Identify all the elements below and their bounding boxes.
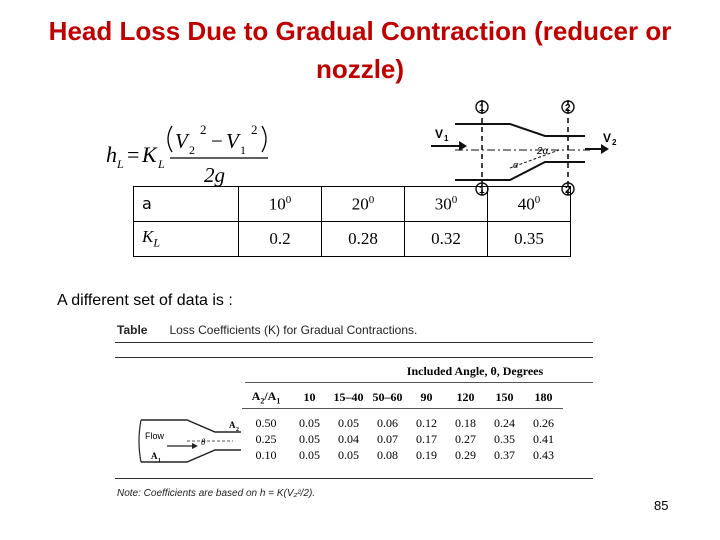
ratio-cell: 0.25 (255, 431, 277, 446)
formula-denominator: 2g (204, 163, 225, 187)
angle-cell: $10^0$ (239, 187, 322, 222)
angle-header-cell: 90 (420, 389, 433, 404)
angle-cell: $40^0$ (488, 187, 571, 222)
v2-arrow-head (601, 144, 609, 154)
kl-symbol-cell (134, 222, 239, 257)
kl-value-cell: 0.32 (405, 222, 488, 257)
sketch-flow-label: Flow (145, 431, 165, 441)
coefficient-cell: 0.37 (494, 447, 515, 462)
reference-row (242, 415, 563, 431)
head-loss-formula (100, 118, 290, 188)
formula-lhs-sub: L (117, 157, 124, 171)
angle-cell: $30^0$ (405, 187, 488, 222)
sketch-a1-label: A (151, 451, 158, 461)
kl-symbol: K (142, 227, 154, 247)
angle-header-cell: 180 (534, 389, 553, 404)
coefficient-cell: 0.05 (299, 415, 320, 430)
coefficient-cell: 0.06 (377, 415, 398, 430)
reference-grid (242, 386, 563, 463)
reference-row (242, 447, 563, 463)
coefficient-cell: 0.19 (416, 447, 437, 462)
kl-symbol-sub: L (153, 235, 161, 250)
reference-header-rule (245, 382, 593, 383)
formula-v2-sub: 2 (189, 143, 195, 157)
slide-title: Head Loss Due to Gradual Contraction (reducer or nozzle) (48, 16, 672, 84)
ratio-cell: 0.50 (255, 415, 277, 430)
formula-exp-2: 2 (251, 122, 258, 137)
coefficient-cell: 0.05 (338, 415, 359, 430)
formula-exp-1: 2 (200, 122, 207, 137)
coefficient-cell: 0.24 (494, 415, 515, 430)
v2-label: V (603, 131, 612, 145)
slide-subtitle: A different set of data is : (57, 292, 233, 309)
angle-label: 2α (537, 146, 549, 157)
angle-header-cell: 15–40 (333, 389, 364, 404)
angle-header-cell: 50–60 (372, 389, 403, 404)
reference-table-caption: Loss Coefficients (K) for Gradual Contractions. (169, 323, 418, 337)
section-2-bottom-label: 2 (565, 185, 571, 196)
sketch-a2-sub: 2 (236, 427, 239, 433)
v1-sub: 1 (444, 134, 449, 143)
angle-cell: $20^0$ (322, 187, 405, 222)
reference-table-image (115, 320, 605, 505)
alpha-symbol: a (142, 194, 152, 213)
coefficient-cell: 0.07 (377, 431, 398, 446)
coefficient-cell: 0.41 (533, 431, 554, 446)
ratio-header: $A_2/A_1$ (251, 388, 281, 406)
reference-second-rule (115, 357, 593, 358)
section-1-bottom-label: 1 (479, 185, 485, 196)
angle-header-cell: 10 (303, 389, 316, 404)
coefficient-cell: 0.27 (455, 431, 476, 446)
nozzle-sketch (137, 412, 247, 470)
formula-equals: = (127, 142, 140, 167)
formula-lhs: h (106, 142, 117, 167)
formula-v1: V (226, 129, 239, 153)
reference-note: Note: Coefficients are based on h = K(V₂²/2). (117, 488, 316, 499)
angle-row (134, 187, 571, 222)
coefficient-cell: 0.05 (338, 447, 359, 462)
alpha-symbol-cell (134, 187, 239, 222)
reference-bottom-rule (115, 478, 593, 479)
angle-header-cell: 150 (495, 389, 514, 404)
coefficient-cell: 0.12 (416, 415, 437, 430)
sketch-a1-sub: 1 (158, 458, 161, 464)
ratio-cell: 0.10 (255, 447, 277, 462)
sketch-theta-label: θ (201, 437, 206, 447)
reference-top-rule (115, 342, 593, 343)
kl-row (134, 222, 571, 257)
formula-right-paren (262, 126, 266, 152)
coefficient-cell: 0.26 (533, 415, 554, 430)
coefficient-cell: 0.17 (416, 431, 437, 446)
formula-v2: V (175, 129, 188, 153)
coefficient-cell: 0.29 (455, 447, 476, 462)
kl-value-cell: 0.35 (488, 222, 571, 257)
kl-value-cell: 0.28 (322, 222, 405, 257)
kl-value-cell: 0.2 (239, 222, 322, 257)
formula-left-paren (168, 126, 172, 152)
coefficient-cell: 0.05 (299, 431, 320, 446)
section-2-top-label: 2 (565, 103, 571, 114)
upper-wall (455, 124, 585, 136)
reference-header-row (242, 386, 563, 409)
angle-header-cell: 120 (456, 389, 475, 404)
v1-label: V (435, 127, 444, 141)
coefficient-cell: 0.08 (377, 447, 398, 462)
loss-coefficient-table (133, 186, 571, 257)
v2-sub: 2 (612, 138, 617, 147)
formula-k: K (142, 142, 157, 167)
alpha-label: α (513, 160, 519, 170)
reference-angle-header: Included Angle, θ, Degrees (406, 364, 544, 378)
coefficient-cell: 0.04 (338, 431, 359, 446)
sketch-a2-label: A (229, 420, 236, 430)
reference-table-label: Table (117, 323, 148, 337)
section-1-top-label: 1 (479, 103, 485, 114)
coefficient-cell: 0.18 (455, 415, 476, 430)
coefficient-cell: 0.05 (299, 447, 320, 462)
reference-caption (117, 323, 417, 337)
reference-row (242, 431, 563, 447)
formula-v1-sub: 1 (240, 143, 246, 157)
coefficient-cell: 0.35 (494, 431, 515, 446)
formula-k-sub: L (158, 157, 165, 171)
formula-minus: − (211, 129, 223, 153)
coefficient-cell: 0.43 (533, 447, 554, 462)
page-number: 85 (654, 498, 669, 513)
